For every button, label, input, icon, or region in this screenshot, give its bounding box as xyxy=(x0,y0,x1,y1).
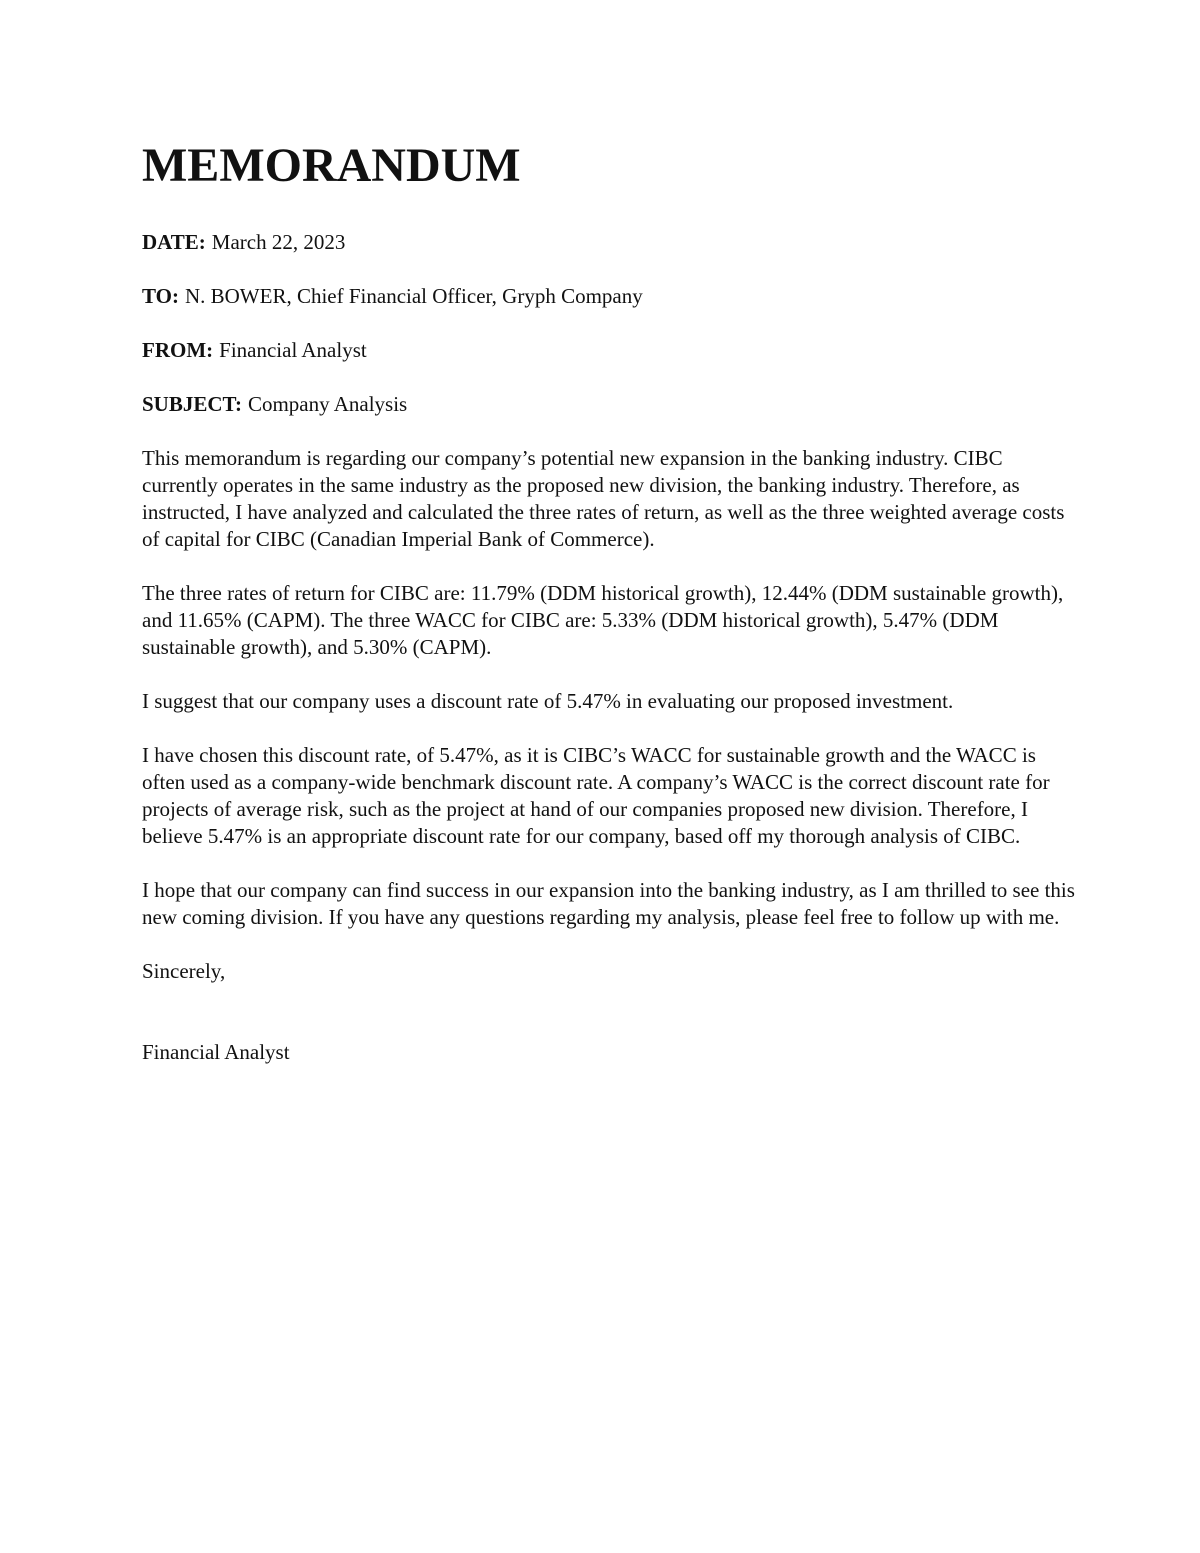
body-paragraph-rationale: I have chosen this discount rate, of 5.47%, as it is CIBC’s WACC for sustainable growth and the WACC is often used as a company-wide benchmark discount rate. A company’s WACC is the correct discount rate for projects of average risk, such as the project at hand of our companies proposed new division. Therefore, I believe 5.47% is an appropriate discount rate for our company, based off my thorough analysis of CIBC. xyxy=(142,742,1050,848)
subject-label: SUBJECT: xyxy=(142,391,242,416)
subject-value: Company Analysis xyxy=(247,391,408,416)
date-value: March 22, 2023 xyxy=(211,229,346,254)
closing: Sincerely, xyxy=(142,958,226,983)
memo-page xyxy=(142,140,1082,1066)
body-paragraph-conclusion: I hope that our company can find success in our expansion into the banking industry, as I am thrilled to see this new coming division. If you have any questions regarding my analysis, please feel free to follow up with me. xyxy=(142,877,1075,929)
from-label: FROM: xyxy=(142,337,214,362)
subject-field xyxy=(142,391,1082,418)
from-field xyxy=(142,337,1082,364)
signature: Financial Analyst xyxy=(142,1039,290,1064)
body-paragraph-suggestion: I suggest that our company uses a discount rate of 5.47% in evaluating our proposed investment. xyxy=(142,688,954,713)
memo-title: MEMORANDUM xyxy=(142,139,521,192)
to-field xyxy=(142,283,1082,310)
to-label: TO: xyxy=(142,283,179,308)
date-field xyxy=(142,229,1082,256)
from-value: Financial Analyst xyxy=(219,337,367,362)
to-value: N. BOWER, Chief Financial Officer, Gryph Company xyxy=(184,283,643,308)
body-paragraph-intro: This memorandum is regarding our company’s potential new expansion in the banking industry. CIBC currently operates in the same industry as the proposed new division, the banking industry. Therefore, as instructed, I have analyzed and calculated the three rates of return, as well as the three weighted average costs of capital for CIBC (Canadian Imperial Bank of Commerce). xyxy=(142,445,1065,551)
date-label: DATE: xyxy=(142,229,206,254)
body-paragraph-rates: The three rates of return for CIBC are: 11.79% (DDM historical growth), 12.44% (DDM sustainable growth), and 11.65% (CAPM). The three WACC for CIBC are: 5.33% (DDM historical growth), 5.47% (DDM sustainable growth), and 5.30% (CAPM). xyxy=(142,580,1064,659)
